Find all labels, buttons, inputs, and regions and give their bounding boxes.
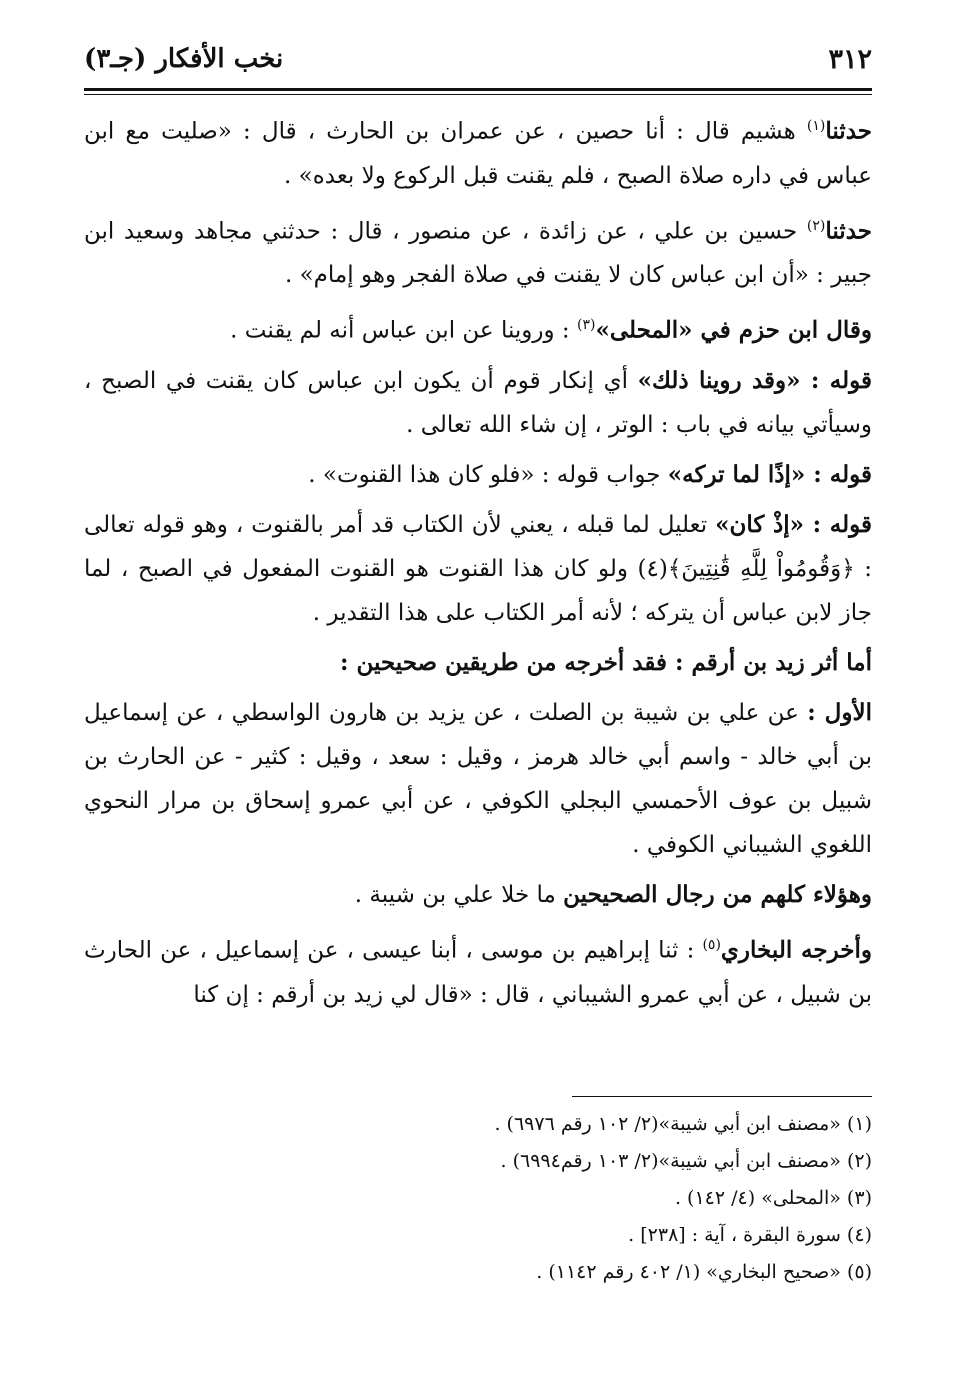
main-text <box>84 104 872 1023</box>
paragraph-lead: حدثنا <box>825 217 872 245</box>
running-title: نخب الأفكار (جـ٣) <box>84 44 284 74</box>
paragraph-lead: قوله : «وقد روينا ذلك» <box>637 366 873 394</box>
footnote-separator <box>572 1096 872 1097</box>
header-rule-thin <box>84 94 872 95</box>
footnotes <box>84 1106 872 1291</box>
paragraph <box>84 104 872 198</box>
footnote: (١) «مصنف ابن أبي شيبة»(٢/ ١٠٢ رقم ٦٩٧٦) . <box>494 1113 872 1135</box>
paragraph <box>84 923 872 1017</box>
section-heading: أما أثر زيد بن أرقم : فقد أخرجه من طريقين صحيحين : <box>339 648 872 676</box>
paragraph-lead: وهؤلاء كلهم من رجال الصحيحين <box>563 880 872 908</box>
paragraph-lead: وقال ابن حزم في «المحلى» <box>595 316 872 344</box>
footnote: (٣) «المحلى» (٤/ ١٤٢) . <box>674 1187 872 1209</box>
paragraph <box>84 503 872 635</box>
paragraph <box>84 453 872 497</box>
paragraph-lead: قوله : «إذْ كان» <box>715 510 872 538</box>
footnote: (٥) «صحيح البخاري» (١/ ٤٠٢ رقم ١١٤٢) . <box>536 1261 872 1283</box>
paragraph-text: حسين بن علي ، عن زائدة ، عن منصور ، قال : حدثني مجاهد وسعيد ابن جبير : «أن ابن عباس كان لا يقنت في صلاة الفجر وهو إمام» . <box>84 218 872 289</box>
paragraph <box>84 691 872 867</box>
footnote: (٤) سورة البقرة ، آية : [٢٣٨] . <box>628 1224 872 1246</box>
footnote: (٢) «مصنف ابن أبي شيبة»(٢/ ١٠٣ رقم٦٩٩٤) . <box>500 1150 872 1172</box>
paragraph <box>84 359 872 447</box>
footnote-ref: (٢) <box>806 217 826 234</box>
paragraph-lead: الأول : <box>807 698 873 726</box>
footnote-ref: (٣) <box>576 317 596 334</box>
paragraph <box>84 873 872 917</box>
paragraph-text: : وروينا عن ابن عباس أنه لم يقنت . <box>230 317 577 344</box>
page-number: ٣١٢ <box>828 44 872 75</box>
header-rule-thick <box>84 88 872 91</box>
paragraph-text: عن علي بن شيبة بن الصلت ، عن يزيد بن هارون الواسطي ، عن إسماعيل بن أبي خالد - واسم أبي خالد هرمز ، وقيل : سعد ، وقيل : كثير - عن الحارث بن شبيل بن عوف الأحمسي البجلي الكوفي ، عن أبي عمرو إسحاق بن مرار النحوي اللغوي الشيباني الكوفي . <box>84 699 872 858</box>
paragraph-lead: حدثنا <box>825 117 872 145</box>
paragraph <box>84 303 872 353</box>
paragraph-text: جواب قوله : «فلو كان هذا القنوت» . <box>308 461 668 488</box>
paragraph-text: ما خلا علي بن شيبة . <box>354 881 564 908</box>
paragraph <box>84 204 872 298</box>
footnote-ref: (١) <box>806 118 826 134</box>
paragraph-text: هشيم قال : أنا حصين ، عن عمران بن الحارث ، قال : «صليت مع ابن عباس في داره صلاة الصبح ، فلم يقنت قبل الركوع ولا بعده» . <box>84 118 872 189</box>
page-header <box>84 40 872 86</box>
paragraph-lead: قوله : «إذًا لما تركه» <box>667 460 872 488</box>
paragraph-lead: وأخرجه البخاري <box>720 936 872 964</box>
paragraph-text: : ثنا إبراهيم بن موسى ، أبنا عيسى ، عن إسماعيل ، عن الحارث بن شبيل ، عن أبي عمرو الشيباني ، قال : «قال لي زيد بن أرقم : إن كنا <box>84 937 872 1008</box>
paragraph-text: تعليل لما قبله ، يعني لأن الكتاب قد أمر بالقنوت ، وهو قوله تعالى : ﴿وَقُومُواْ لِلَّهِ قَٰنِتِينَ﴾(٤) ولو كان هذا القنوت هو القنوت المفعول في الصبح ، لما جاز لابن عباس أن يتركه ؛ لأنه أمر الكتاب على هذا التقدير . <box>84 511 873 626</box>
footnote-ref: (٥) <box>702 936 721 953</box>
paragraph-text: أي إنكار قوم أن يكون ابن عباس كان يقنت في الصبح ، وسيأتي بيانه في باب : الوتر ، إن شاء الله تعالى . <box>84 367 872 438</box>
